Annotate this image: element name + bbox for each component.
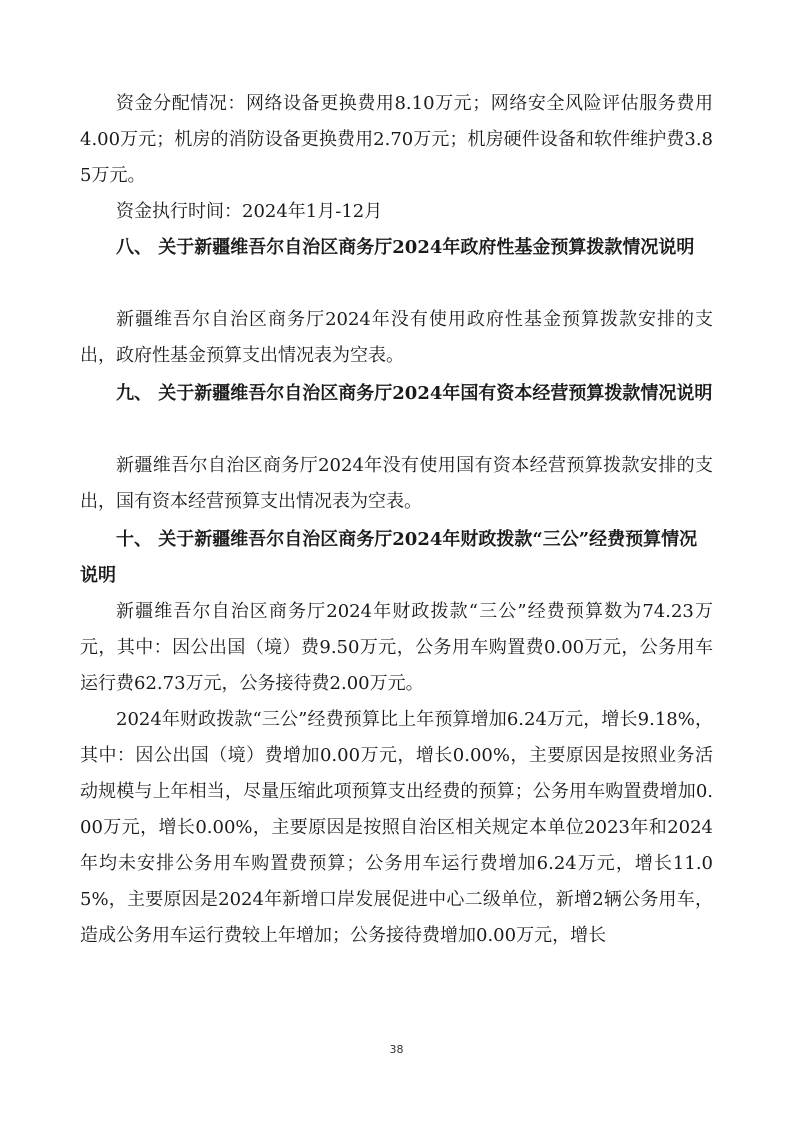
fund-allocation-paragraph: 资金分配情况：网络设备更换费用8.10万元；网络安全风险评估服务费用4.00万元；机房的消防设备更换费用2.70万元；机房硬件设备和软件维护费3.85万元。	[80, 93, 713, 186]
section-10-heading: 十、 关于新疆维吾尔自治区商务厅2024年财政拨款“三公”经费预算情况说明	[80, 529, 698, 586]
section-10-body-continued: 2024年财政拨款“三公”经费预算比上年预算增加6.24万元，增长9.18%，其中：因公出国（境）费增加0.00万元，增长0.00%，主要原因是按照业务活动规模与上年相当，尽量压缩此项预算支出经费的预算；公务用车购置费增加0.00万元，增长0.00%，主要原因是按照自治区相关规定本单位2023年和2024年均未安排公务用车购置费预算；公务用车运行费增加6.24万元，增长11.05%，主要原因是2024年新增口岸发展促进中心二级单位，新增2辆公务用车，造成公务用车运行费较上年增加；公务接待费增加0.00万元，增长	[80, 709, 713, 946]
section-9-heading: 九、 关于新疆维吾尔自治区商务厅2024年国有资本经营预算拨款情况说明	[116, 383, 713, 404]
fund-period-paragraph: 资金执行时间：2024年1月-12月	[116, 201, 383, 222]
page-number: 38	[389, 1043, 404, 1056]
document-page	[80, 0, 713, 1122]
section-10-body: 新疆维吾尔自治区商务厅2024年财政拨款“三公”经费预算数为74.23万元，其中：因公出国（境）费9.50万元，公务用车购置费0.00万元，公务用车运行费62.73万元，公务接待费2.00万元。	[80, 601, 713, 694]
section-8-heading: 八、 关于新疆维吾尔自治区商务厅2024年政府性基金预算拨款情况说明	[116, 237, 695, 258]
section-9-body: 新疆维吾尔自治区商务厅2024年没有使用国有资本经营预算拨款安排的支出，国有资本经营预算支出情况表为空表。	[80, 455, 713, 512]
section-8-body: 新疆维吾尔自治区商务厅2024年没有使用政府性基金预算拨款安排的支出，政府性基金预算支出情况表为空表。	[80, 309, 713, 366]
